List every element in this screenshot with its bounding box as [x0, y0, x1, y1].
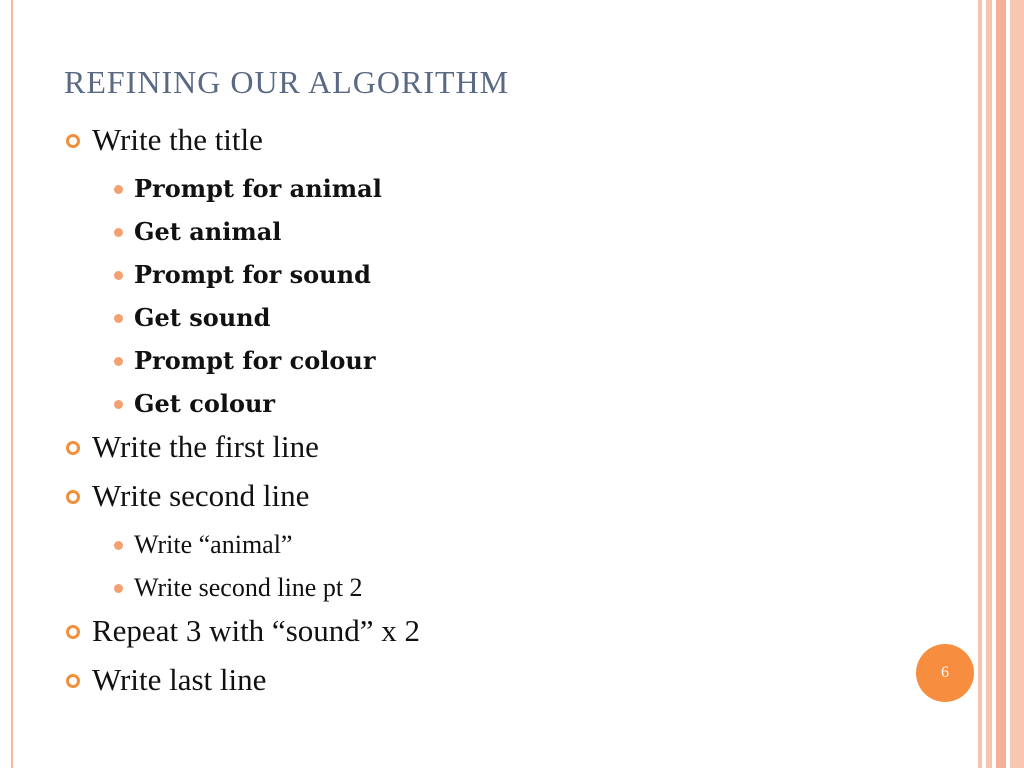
- sub-list-item: [64, 566, 944, 609]
- circle-bullet-icon: [66, 441, 80, 455]
- dot-bullet-icon: [114, 314, 123, 323]
- list-item: [64, 118, 944, 167]
- dot-bullet-icon: [114, 357, 123, 366]
- sub-list-item-text: Prompt for animal: [134, 174, 382, 203]
- dot-bullet-icon: [114, 185, 123, 194]
- sub-list-item: [64, 382, 944, 425]
- dot-bullet-icon: [114, 541, 123, 550]
- list-item-text: Write the title: [92, 122, 263, 157]
- circle-bullet-icon: [66, 134, 80, 148]
- dot-bullet-icon: [114, 400, 123, 409]
- list-item: [64, 609, 944, 658]
- circle-bullet-icon: [66, 625, 80, 639]
- right-stripe-1: [978, 0, 982, 768]
- sub-list-item-text: Prompt for colour: [134, 346, 376, 375]
- slide-title: REFINING OUR ALGORITHM: [64, 64, 510, 100]
- sub-list-item: [64, 296, 944, 339]
- list-item: [64, 658, 944, 707]
- bullet-list: [64, 118, 944, 707]
- sub-list-item-text: Get sound: [134, 303, 271, 332]
- page-number-badge: 6: [916, 644, 974, 702]
- sub-list-item: [64, 210, 944, 253]
- list-item: [64, 425, 944, 474]
- list-item-text: Write last line: [92, 662, 267, 697]
- dot-bullet-icon: [114, 271, 123, 280]
- sub-list-item-text: Prompt for sound: [134, 260, 371, 289]
- circle-bullet-icon: [66, 674, 80, 688]
- right-stripe-3: [996, 0, 1006, 768]
- dot-bullet-icon: [114, 228, 123, 237]
- list-item: [64, 474, 944, 523]
- list-item-text: Repeat 3 with “sound” x 2: [92, 613, 421, 648]
- list-item-text: Write second line: [92, 478, 310, 513]
- left-border-line: [11, 0, 13, 768]
- sub-list-item: [64, 523, 944, 566]
- sub-list-item: [64, 339, 944, 382]
- list-item-text: Write the first line: [92, 429, 319, 464]
- sub-list-item-text: Write second line pt 2: [134, 573, 363, 602]
- sub-list-item: [64, 253, 944, 296]
- right-stripe-2: [986, 0, 992, 768]
- sub-list-item: [64, 167, 944, 210]
- dot-bullet-icon: [114, 584, 123, 593]
- right-stripe-4: [1010, 0, 1024, 768]
- sub-list-item-text: Get animal: [134, 217, 282, 246]
- sub-list-item-text: Write “animal”: [134, 530, 293, 559]
- circle-bullet-icon: [66, 490, 80, 504]
- sub-list-item-text: Get colour: [134, 389, 276, 418]
